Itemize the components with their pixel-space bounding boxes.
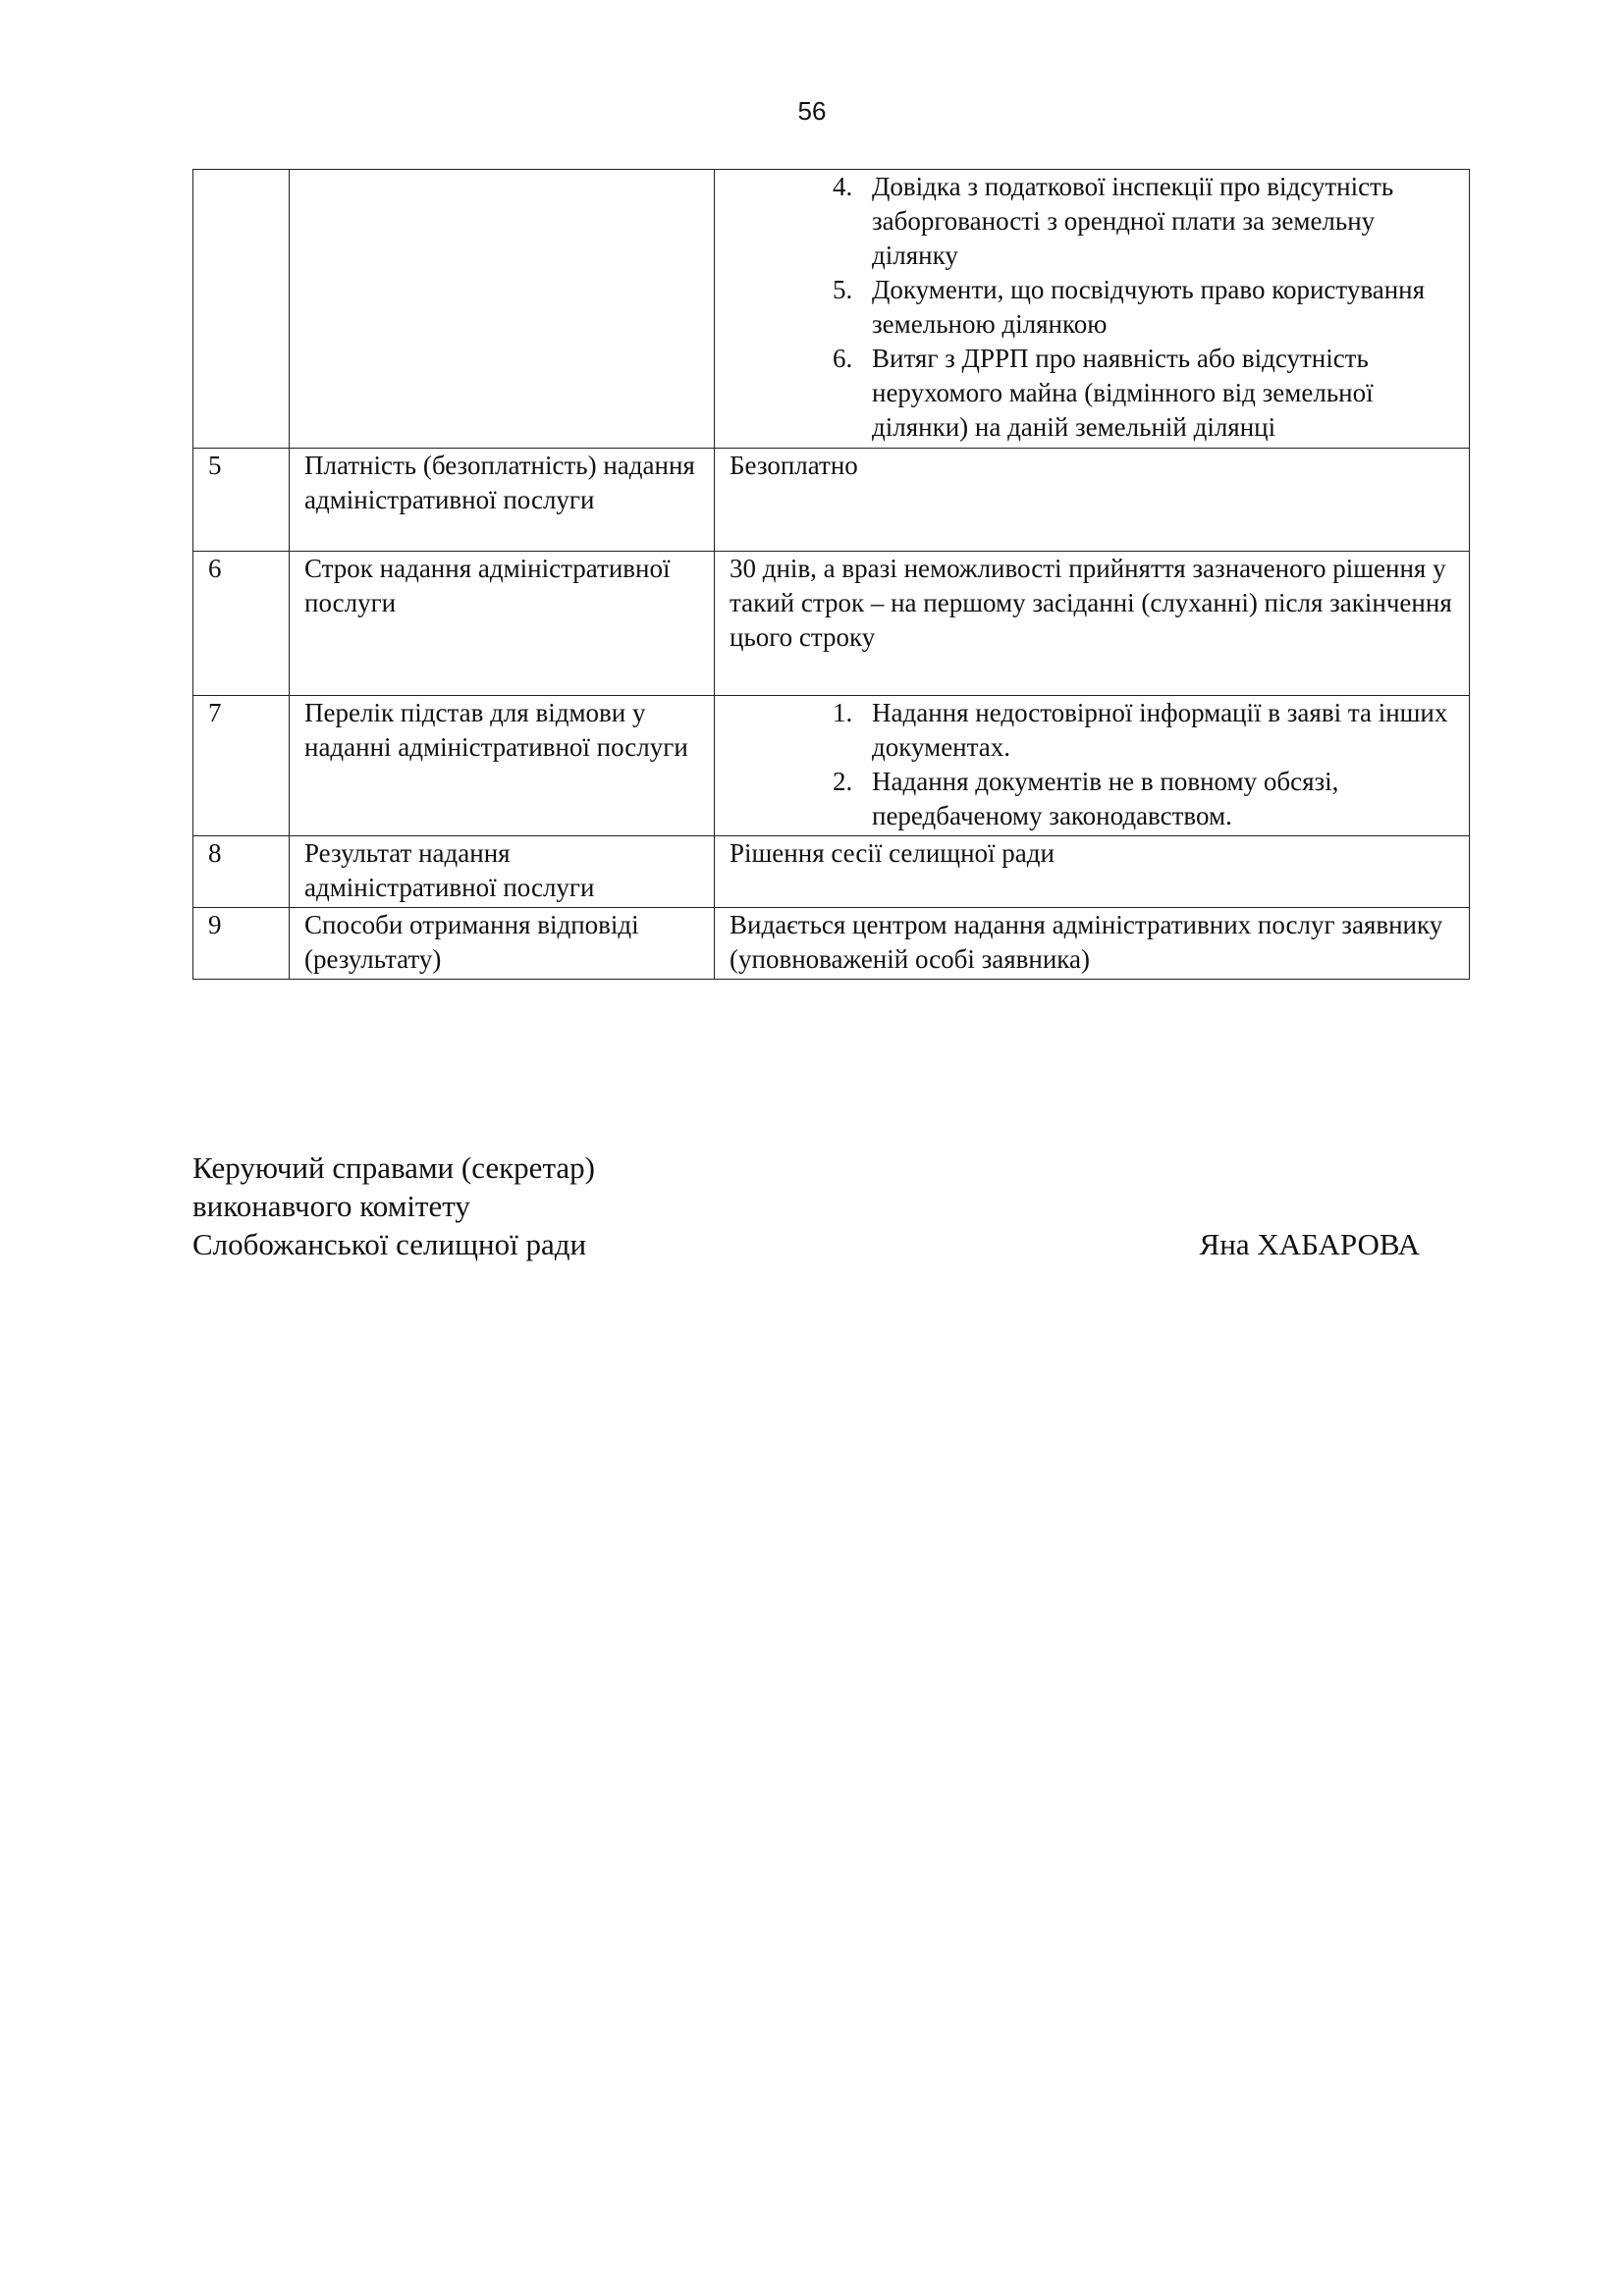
list-item: 6. Витяг з ДРРП про наявність або відсутність нерухомого майна (відмінного від земельної ділянки) на даній земельній ділянці (833, 344, 1374, 442)
row-number-cell: 6 (193, 552, 290, 696)
row-value-cell (715, 696, 1470, 836)
table-row (193, 449, 1470, 552)
refusal-reasons-list (730, 696, 1455, 833)
page-number: 56 (797, 96, 827, 126)
document-list (730, 170, 1455, 445)
row-label-cell: Перелік підстав для відмови у наданні адміністративної послуги (290, 696, 715, 836)
signatory-name: Яна ХАБАРОВА (1199, 1227, 1420, 1261)
list-item: 4. Довідка з податкової інспекції про відсутність заборгованості з орендної плати за земельну ділянку (833, 172, 1394, 270)
row-number-cell: 7 (193, 696, 290, 836)
signatory-title-line: виконавчого комітету (192, 1189, 470, 1223)
row-label-cell: Результат надання адміністративної послуги (290, 836, 715, 908)
row-number-cell: 9 (193, 908, 290, 980)
table-row (193, 552, 1470, 696)
row-label-cell: Платність (безоплатність) надання адміністративної послуги (290, 449, 715, 552)
row-value-cell: 30 днів, а вразі неможливості прийняття зазначеного рішення у такий строк – на першому засіданні (слуханні) після закінчення цього строку (715, 552, 1470, 696)
signatory-title-line: Слобожанської селищної ради (192, 1227, 587, 1261)
row-value-cell (715, 170, 1470, 449)
list-item: 1. Надання недостовірної інформації в заяві та інших документах. (833, 698, 1448, 762)
row-number-cell: 5 (193, 449, 290, 552)
services-table (192, 169, 1470, 980)
table-row (193, 696, 1470, 836)
row-label-cell (290, 170, 715, 449)
list-item: 2. Надання документів не в повному обсязі, передбаченому законодавством. (833, 767, 1339, 830)
row-value-cell: Безоплатно (715, 449, 1470, 552)
row-value-cell: Рішення сесії селищної ради (715, 836, 1470, 908)
row-number-cell: 8 (193, 836, 290, 908)
row-value-cell: Видається центром надання адміністративних послуг заявнику (уповноваженій особі заявника) (715, 908, 1470, 980)
row-label-cell: Строк надання адміністративної послуги (290, 552, 715, 696)
signatory-title-line: Керуючий справами (секретар) (192, 1150, 595, 1185)
table-row (193, 908, 1470, 980)
row-number-cell (193, 170, 290, 449)
list-item: 5. Документи, що посвідчують право користування земельною ділянкою (833, 275, 1426, 339)
table-row (193, 170, 1470, 449)
row-label-cell: Способи отримання відповіді (результату) (290, 908, 715, 980)
signature-block (192, 1148, 1420, 1263)
table-row (193, 836, 1470, 908)
